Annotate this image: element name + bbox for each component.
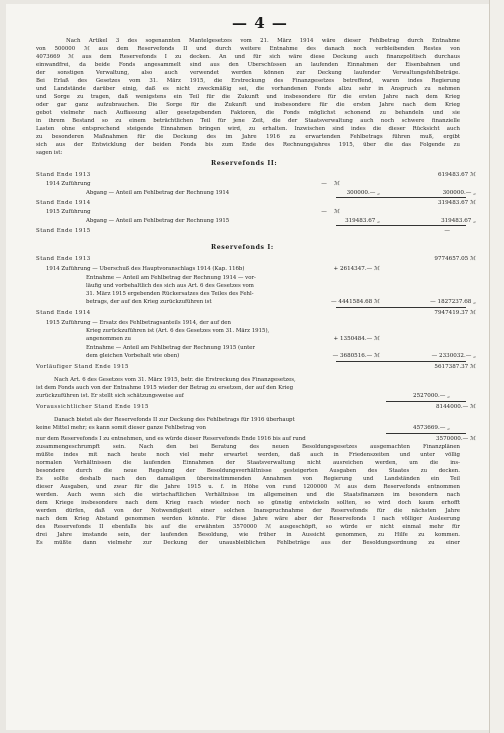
sum-rule (336, 197, 466, 198)
text-line: dem Kriege insbesondere nach dem Krieg rasch wieder noch so günstig entwickeln sollten, so wird doch kaum erhofft (36, 500, 460, 506)
fund1-row-label: Stand Ende 1913 (36, 256, 91, 262)
fund2-row-amount: 300000.— „ (442, 190, 476, 196)
art6-amount: 2527000.— „ (413, 393, 450, 399)
fund2-row-label: 1915 Zuführung (46, 209, 91, 215)
voraus-amount: 8144000.— ℳ (435, 404, 476, 410)
text-line: Nach Art. 6 des Gesetzes vom 31. März 1915, betr. die Erstreckung des Finanzgesetzes, (54, 377, 296, 383)
text-line: Es müßte dann vielmehr zur Deckung der unausbleiblichen Fehlbeträge aus der Besoldungsordnung zu einer (36, 540, 460, 546)
text-line: ist dem Fonds auch von der Entnahme 1915 wieder der Betrag zu ersetzen, der auf den Krieg (36, 385, 294, 391)
text-line: in ihrem Bestand so zu einem beträchtlichen Teil für jene Zeit, die der Staatsverwaltung auch noch schwere finanzielle (36, 118, 460, 124)
fund1-row-sub: — 4441584.68 ℳ (331, 299, 380, 305)
fund1-heading: Reservefonds I: (211, 244, 274, 251)
sum-rule (336, 307, 466, 308)
text-line: Bei Erlaß des Gesetzes vom 31. März 1915, die Erstreckung des Finanzgesetzes betreffend, waren indes Regierung (36, 78, 460, 84)
danach-amount: 4573669.— „ (413, 425, 450, 431)
voraus-label: Voraussichtlicher Stand Ende 1915 (36, 404, 149, 410)
text-line: zurückzuführen ist. Er stellt sich schätzungsweise auf (36, 393, 184, 399)
fund1-row-label: Krieg zurückzuführen ist (Art. 6 des Gesetzes vom 31. März 1915), (86, 328, 270, 334)
fund1-row-amount: — 2330032.— „ (431, 353, 476, 359)
text-line: gebot vielmehr nach Auffassung aller gesetzgebenden Faktoren, die Fonds möglichst schonend zu behandeln und sie (36, 110, 460, 116)
fund1-row-label: Entnahme — Anteil am Fehlbetrag der Rechnung 1914 — vor- (86, 275, 256, 281)
text-line: werden. Auch wenn sich die wirtschaftlichen Verhältnisse im allgemeinen und die Staatsfinanzen im besondern nach (36, 492, 460, 498)
fund1-row-sub: + 1350484.— ℳ (333, 336, 380, 342)
text-line: 4073669 ℳ aus dem Reservefonds I zu decken. An und für sich wäre diese Deckung auch finanzpolitisch durchaus (36, 54, 460, 60)
text-line: und Landstände darüber einig, daß es nicht zweckmäßig sei, die vorhandenen Fonds allzu sehr in Anspruch zu nehmen (36, 86, 460, 92)
fund2-row-sub: — ℳ (321, 209, 340, 215)
text-line: sagen ist: (36, 150, 63, 156)
fund2-row-sub: — ℳ (321, 181, 340, 187)
fund2-row-label: Stand Ende 1915 (36, 228, 91, 234)
page-number: — 4 — (232, 14, 288, 32)
text-line: zu besonderen Maßnahmen für die Deckung des im Jahre 1916 zu erwartenden Fehlbetrags führen muß, ergibt (36, 134, 460, 140)
fund2-row-label: 1914 Zuführung (46, 181, 91, 187)
text-line: von 500000 ℳ aus dem Reservefonds II und durch weitere Entnahme des danach noch verbleibenden Restes von (36, 46, 460, 52)
fund1-row-label: Stand Ende 1914 (36, 310, 91, 316)
text-line: drei Jahre imstande sein, der laufenden Besoldung, wie früher in Aussicht genommen, zu Hilfe zu kommen. (36, 532, 460, 538)
text-line: Es sollte deshalb nach den damaligen übereinstimmenden Annahmen von Regierung und Landständen ein Teil (36, 476, 460, 482)
text-line: einwandfrei, da beide Fonds angesammelt sind aus den Überschüssen an laufenden Einnahmen der Eisenbahnen und (36, 62, 460, 68)
text-line: Lasten ohne entsprechend steigende Einnahmen bringen wird, zu erhalten. Inzwischen sind indes die dieser Rücksicht auch (36, 126, 460, 132)
sum-rule (386, 433, 466, 434)
fund2-row-amount: 319483.67 „ (441, 218, 476, 224)
fund2-row-label: Stand Ende 1913 (36, 172, 91, 178)
text-line: keine Mittel mehr; es kann somit dieser ganze Fehlbetrag von (36, 425, 207, 431)
fund2-row-amount: — (444, 228, 450, 234)
fund1-row-amount: 9774657.05 ℳ (434, 256, 476, 262)
fund2-row-label: Abgang — Anteil am Fehlbetrag der Rechnung 1914 (86, 190, 230, 196)
text-line: zusammengeschrumpft sein. Nach den bei Beratung des neuen Besoldungsgesetzes ausgemachten Finanzplänen (36, 444, 460, 450)
text-line: sich aus der Entwicklung der beiden Fonds bis zum Ende des Rechnungsjahres 1915, über die das Folgende zu (36, 142, 460, 148)
fund1-row-label: Entnahme — Anteil am Fehlbetrag der Rechnung 1915 (unter (86, 345, 256, 351)
document-page (6, 4, 490, 730)
fund2-row-amount: 319483.67 ℳ (437, 200, 476, 206)
text-line: normalen Verhältnissen die laufenden Einnahmen der Staatsverwaltung nicht ausreichen werden, um die ins- (36, 460, 460, 466)
text-line: besondere durch die neue Regelung der Besoldungsverhältnisse gesteigerten Ausgaben des Staates zu decken. (36, 468, 460, 474)
fund2-row-amount: 619483.67 ℳ (437, 172, 476, 178)
sum-rule (336, 361, 466, 362)
fund1-row-label: betrags, der auf den Krieg zurückzuführen ist (86, 299, 212, 305)
text-line: nur dem Reservefonds I zu entnehmen, und es würde dieser Reservefonds Ende 1916 bis auf rund (36, 436, 306, 442)
text-line: der sonstigen Verwaltung, also auch verwendet werden können zur Deckung laufender Verwaltungsfehlbeträge. (36, 70, 460, 76)
text-line: Nach Artikel 3 des sogenannten Mantelgesetzes vom 21. März 1914 wäre dieser Fehlbetrag durch Entnahme (66, 38, 460, 44)
fund1-row-label: 1914 Zuführung — Überschuß des Hauptvoranschlags 1914 (Kap. 116b) (46, 266, 245, 272)
fund2-row-label: Abgang — Anteil am Fehlbetrag der Rechnung 1915 (86, 218, 230, 224)
fund1-row-sub: — 3680516.— ℳ (332, 353, 380, 359)
text-line: nach dem Krieg Abstand genommen werden könnte. Für diese Jahre wäre aber der Reservefonds I nach völliger Ausleerung (36, 516, 460, 522)
fund1-row-sub: + 2614347.— ℳ (333, 266, 380, 272)
fund1-row-amount: 5617387.37 ℳ (434, 364, 476, 370)
fund1-row-label: angenommen zu (86, 336, 131, 342)
sum-rule (386, 401, 466, 402)
fund1-row-label: Vorläufiger Stand Ende 1915 (36, 364, 129, 370)
text-line: werden dürfen, daß von der Notwendigkeit einer solchen Inanspruchnahme der Reservefonds für die nächsten Jahre (36, 508, 460, 514)
fund2-row-sub: 300000.— „ (346, 190, 380, 196)
text-line: Danach bietet als der Reservefonds II zur Deckung des Fehlbetrags für 1916 überhaupt (54, 417, 295, 423)
fund1-row-label: dem gleichen Vorbehalt wie oben) (86, 353, 180, 359)
fund1-row-label: 31. März 1915 ergebenden Rückersatzes des Teiles des Fehl- (86, 291, 254, 297)
fund1-row-label: 1915 Zuführung — Ersatz des Fehlbetragsanteils 1914, der auf den (46, 320, 231, 326)
fund1-row-amount: 7947419.37 ℳ (434, 310, 476, 316)
text-line: dieser Ausgaben, und zwar für die Jahre 1915 u. f. in Höhe von rund 1200000 ℳ aus dem Reservefonds entnommen (36, 484, 460, 490)
fund1-row-amount: — 1827237.68 „ (430, 299, 476, 305)
fund2-row-sub: 319483.67 „ (345, 218, 380, 224)
next-page-edge (489, 0, 504, 733)
fund2-heading: Reservefonds II: (211, 160, 278, 167)
text-line: müßte indes mit nach heute noch viel mehr erwartet werden, daß auch in Friedenszeiten und unter völlig (36, 452, 460, 458)
text-line: und Sorge zu tragen, daß wenigstens ein Teil für die Zukunft und insbesondere für die ersten Jahre nach dem Krieg (36, 94, 460, 100)
fund2-row-label: Stand Ende 1914 (36, 200, 91, 206)
fund1-row-label: läufig und vorbehaltlich des sich aus Art. 6 des Gesetzes vom (86, 283, 254, 289)
closing-amount: 3570000.— ℳ (435, 436, 476, 442)
sum-rule (336, 225, 466, 226)
text-line: oder gar ganz aufzubrauchen. Die Sorge für die Zukunft und insbesondere für die ersten Jahre nach dem Krieg (36, 102, 460, 108)
text-line: des Reservefonds II ebenfalls bis auf die erwähnten 3570000 ℳ ausgeschöpft, so würde er nicht einmal mehr für (36, 524, 460, 530)
